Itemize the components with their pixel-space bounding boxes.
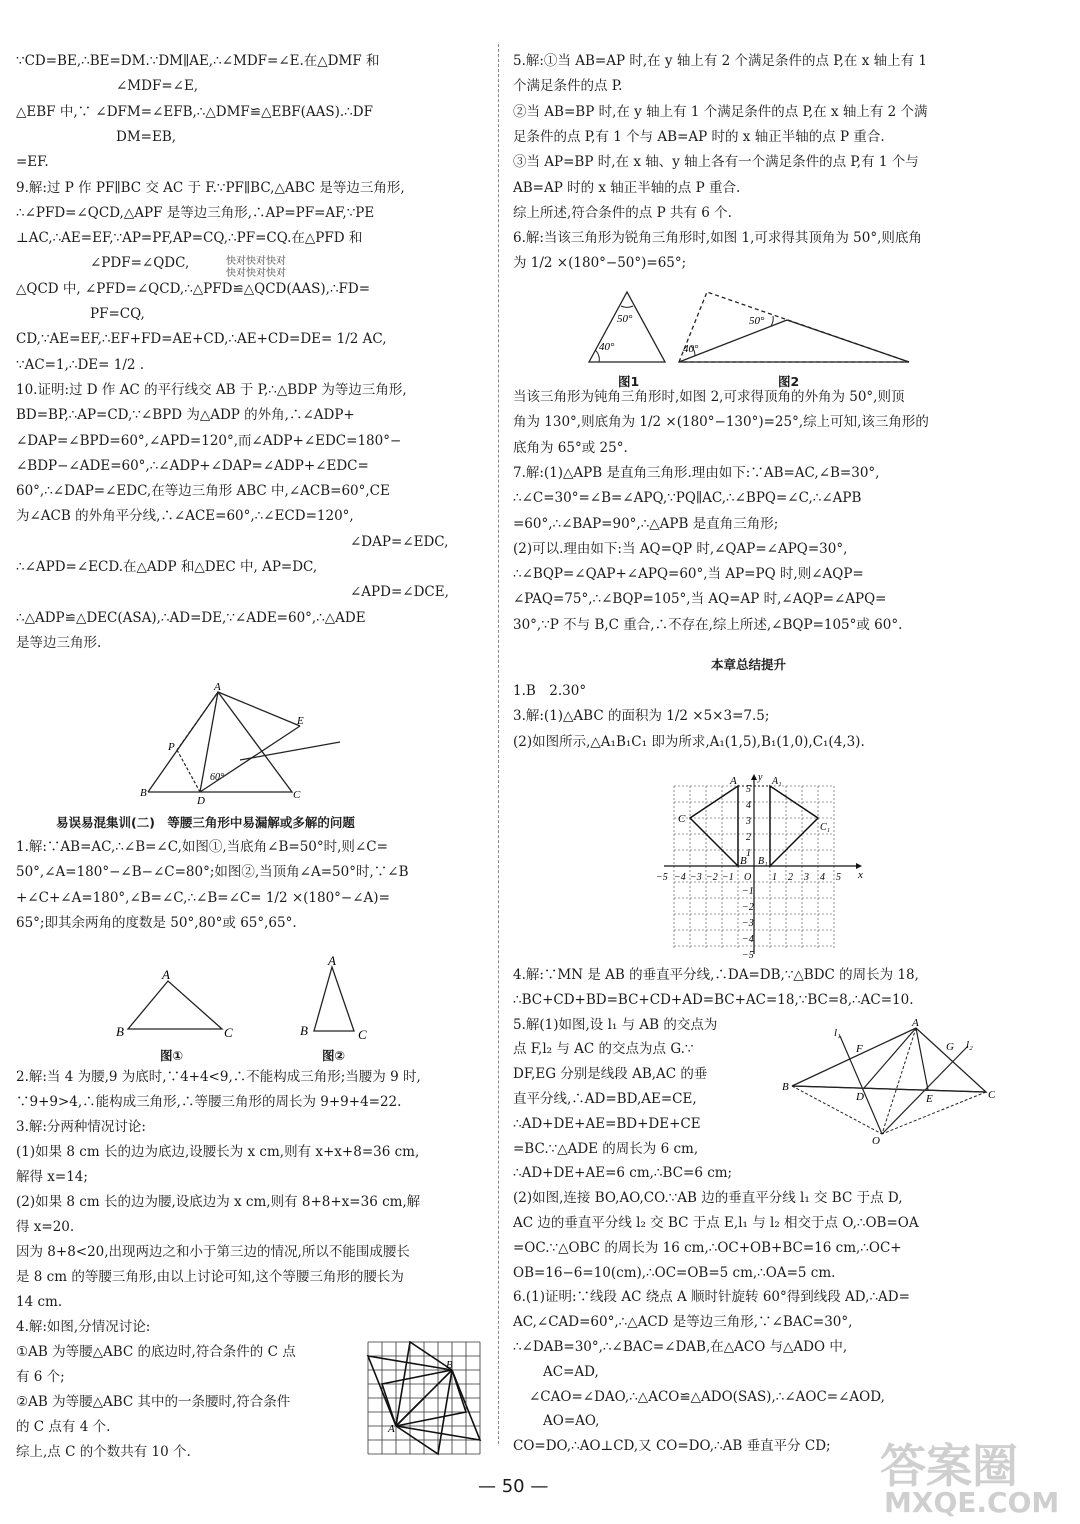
- text-line: ②AB 为等腰△ABC 其中的一条腰时,符合条件: [16, 1394, 291, 1410]
- text-line: CO=DO,∴AO⊥CD,又 CO=DO,∴AB 垂直平分 CD;: [513, 1438, 831, 1455]
- column-divider: [498, 44, 499, 1444]
- svg-text:A: A: [730, 775, 737, 787]
- svg-text:E: E: [297, 715, 304, 727]
- text-line: ⊥AC,∴AE=EF,∵AP=PF,AP=CQ,∴PF=CQ.在△PFD 和: [16, 230, 363, 247]
- svg-text:B: B: [740, 855, 747, 867]
- text-line: 3.解:(1)△ABC 的面积为 1/2 ×5×3=7.5;: [513, 708, 770, 725]
- svg-text:5: 5: [836, 872, 841, 883]
- svg-text:50°: 50°: [749, 315, 765, 327]
- svg-text:l₁: l₁: [834, 1027, 841, 1039]
- svg-text:50°: 50°: [617, 313, 633, 325]
- text-line: =EF.: [16, 154, 49, 171]
- figure-problem-10: [140, 680, 350, 809]
- text-line: 得 x=20.: [16, 1219, 75, 1235]
- svg-text:y: y: [758, 772, 763, 783]
- fig1-caption: 图1: [618, 374, 640, 389]
- svg-text:−3: −3: [742, 918, 754, 929]
- text-line: 1.B 2.30°: [513, 683, 587, 699]
- svg-text:C: C: [358, 1027, 367, 1041]
- text-line: PF=CQ,: [90, 306, 145, 322]
- text-line: =60°,∴∠BAP=90°,∴△APB 是直角三角形;: [513, 515, 779, 532]
- text-line: 10.证明:过 D 作 AC 的平行线交 AB 于 P,∴△BDP 为等边三角形,: [16, 381, 407, 398]
- text-line: ∵AC=1,∴DE= 1/2 .: [16, 356, 145, 373]
- text-line: AC,∠CAD=60°,∴△ACD 是等边三角形,∵∠BAC=30°,: [513, 1314, 853, 1331]
- svg-text:C: C: [293, 789, 301, 801]
- text-line: 直平分线,∴AD=BD,AE=CE,: [513, 1091, 697, 1107]
- text-line: 为 1/2 ×(180°−50°)=65°;: [513, 255, 687, 272]
- text-line: (2)如图所示,△A₁B₁C₁ 即为所求,A₁(1,5),B₁(1,0),C₁(4,3).: [513, 733, 865, 750]
- svg-text:4: 4: [746, 800, 751, 811]
- svg-text:O: O: [744, 872, 752, 883]
- text-line: 4.解:∵MN 是 AB 的垂直平分线,∴DA=DB,∵△BDC 的周长为 18,: [513, 967, 919, 983]
- text-line: 1.解:∵AB=AC,∴∠B=∠C,如图①,当底角∠B=50°时,则∠C=: [16, 839, 388, 855]
- text-line: 的 C 点有 4 个.: [16, 1419, 111, 1435]
- text-line: 个满足条件的点 P.: [513, 78, 623, 95]
- svg-text:−5: −5: [742, 950, 754, 958]
- figure-1-triangle: [112, 967, 242, 1043]
- figure-perpendicular-bisectors: [780, 1016, 995, 1150]
- svg-text:1: 1: [746, 848, 751, 859]
- svg-text:x: x: [858, 869, 863, 881]
- text-line: ∠DAP=∠BPD=60°,∠APD=120°,而∠ADP+∠EDC=180°−: [16, 432, 402, 449]
- svg-text:O: O: [872, 1135, 880, 1146]
- svg-text:−4: −4: [742, 934, 754, 945]
- svg-text:−1: −1: [742, 886, 754, 897]
- svg-text:D: D: [197, 795, 205, 805]
- text-line: ∴BC+CD+BD=BC+CD+AD=BC+AC=18,∵BC=8,∴AC=10.: [513, 991, 914, 1008]
- svg-text:−3: −3: [690, 872, 702, 883]
- svg-text:−2: −2: [742, 902, 754, 913]
- svg-text:E: E: [926, 1093, 933, 1105]
- text-line: ∴∠C=30°=∠B=∠APQ,∵PQ∥AC,∴∠BPQ=∠C,∴∠APB: [513, 490, 862, 507]
- text-line: 底角为 65°或 25°.: [513, 439, 628, 456]
- text-line: OB=16−6=10(cm),∴OC=OB=5 cm,∴OA=5 cm.: [513, 1264, 836, 1281]
- text-line: AO=AO,: [543, 1413, 600, 1430]
- text-line: ∠DAP=∠EDC,: [350, 533, 449, 550]
- text-line: CD,∵AE=EF,∴EF+FD=AE+CD,∴AE+CD=DE= 1/2 AC,: [16, 331, 387, 348]
- text-line: DM=EB,: [116, 128, 177, 145]
- text-line: ①AB 为等腰△ABC 的底边时,符合条件的 C 点: [16, 1344, 296, 1360]
- text-line: (2)可以.理由如下:当 AQ=QP 时,∠QAP=∠APQ=30°,: [513, 540, 848, 557]
- text-line: 6.(1)证明:∵线段 AC 绕点 A 顺时针旋转 60°得到线段 AD,∴AD=: [513, 1289, 910, 1306]
- svg-text:B: B: [140, 787, 147, 799]
- section-title: 本章总结提升: [711, 657, 787, 672]
- svg-text:−2: −2: [706, 872, 718, 883]
- text-line: 点 F,l₂ 与 AC 的交点为点 G.∵: [513, 1041, 694, 1058]
- text-line: 2.解:当 4 为腰,9 为底时,∵4+4<9,∴不能构成三角形;当腰为 9 时,: [16, 1069, 421, 1085]
- svg-text:C: C: [678, 813, 686, 825]
- text-line: 5.解(1)如图,设 l₁ 与 AB 的交点为: [513, 1016, 718, 1033]
- text-line: ∵9+9>4,∴能构成三角形,∴等腰三角形的周长为 9+9+4=22.: [16, 1094, 402, 1110]
- watermark-logo: 答案圈 MXQE.COM: [880, 1439, 1060, 1519]
- svg-text:F: F: [856, 1043, 863, 1055]
- text-line: 是等边三角形.: [16, 634, 102, 651]
- svg-text:A: A: [912, 1017, 919, 1029]
- text-line: ③当 AP=BP 时,在 x 轴、y 轴上各有一个满足条件的点 P,有 1 个与: [513, 154, 919, 171]
- stamp-overlay: 快对快对快对 快对快对快对: [226, 256, 286, 279]
- text-line: 解得 x=14;: [16, 1169, 88, 1185]
- svg-text:40°: 40°: [599, 341, 615, 353]
- figure-2-triangle: [296, 953, 376, 1045]
- text-line: ∠APD=∠DCE,: [350, 584, 449, 601]
- text-line: ∠BDP−∠ADE=60°,∴∠ADP+∠DAP=∠ADP+∠EDC=: [16, 457, 369, 474]
- svg-text:A: A: [388, 1423, 395, 1435]
- text-line: 3.解:分两种情况讨论:: [16, 1119, 146, 1135]
- svg-text:1: 1: [772, 872, 777, 883]
- svg-text:C: C: [224, 1025, 233, 1039]
- svg-text:C₁: C₁: [820, 822, 831, 833]
- text-line: ∴∠PFD=∠QCD,△APF 是等边三角形,∴AP=PF=AF,∵PE: [16, 204, 375, 221]
- text-line: DF,EG 分别是线段 AB,AC 的垂: [513, 1066, 708, 1083]
- text-line: +∠C+∠A=180°,∠B=∠C,∴∠B=∠C= 1/2 ×(180°−∠A)=: [16, 889, 390, 906]
- text-line: 30°,∵P 不与 B,C 重合,∴不存在,综上所述,∠BQP=105°或 60°.: [513, 616, 903, 633]
- svg-text:−4: −4: [674, 872, 686, 883]
- text-line: 50°,∠A=180°−∠B−∠C=80°;如图②,当顶角∠A=50°时,∵∠B: [16, 864, 409, 881]
- text-line: ∴∠APD=∠ECD.在△ADP 和△DEC 中, AP=DC,: [16, 559, 318, 575]
- text-line: 因为 8+8<20,出现两边之和小于第三边的情况,所以不能围成腰长: [16, 1244, 410, 1260]
- svg-text:C: C: [988, 1089, 995, 1101]
- text-line: 6.解:当该三角形为锐角三角形时,如图 1,可求得其顶角为 50°,则底角: [513, 230, 922, 247]
- text-line: 为∠ACB 的外角平分线,∴∠ACE=60°,∴∠ECD=120°,: [16, 508, 354, 525]
- text-line: ∴∠DAB=30°,∴∠BAC=∠DAB,在△ACO 与△ADO 中,: [513, 1339, 848, 1355]
- text-line: =OC.∵△OBC 的周长为 16 cm,∴OC+OB+BC=16 cm,∴OC+: [513, 1239, 902, 1256]
- svg-text:A: A: [162, 967, 170, 982]
- text-line: △QCD 中, ∠PFD=∠QCD,∴△PFD≌△QCD(AAS),∴FD=: [16, 280, 371, 297]
- text-line: ∠PDF=∠QDC,: [90, 255, 190, 272]
- text-line: AC=AD,: [543, 1363, 599, 1380]
- svg-text:3: 3: [746, 816, 751, 827]
- text-line: 角为 130°,则底角为 1/2 ×(180°−130°)=25°,综上可知,该三角形的: [513, 414, 929, 431]
- svg-text:B: B: [782, 1081, 789, 1093]
- text-line: 足条件的点 P,有 1 个与 AB=AP 时的 x 轴正半轴的点 P 重合.: [513, 128, 885, 145]
- text-line: 60°,∴∠DAP=∠EDC,在等边三角形 ABC 中,∠ACB=60°,CE: [16, 483, 390, 500]
- text-line: 是 8 cm 的等腰三角形,由以上讨论可知,这个等腰三角形的腰长为: [16, 1269, 404, 1285]
- grid-figure-problem-4: [366, 1340, 484, 1462]
- svg-text:4: 4: [820, 872, 825, 883]
- svg-text:A₁: A₁: [772, 776, 782, 787]
- text-line: (2)如图,连接 BO,AO,CO.∵AB 边的垂直平分线 l₁ 交 BC 于点 D,: [513, 1190, 903, 1207]
- text-line: ∵CD=BE,∴BE=DM.∵DM∥AE,∴∠MDF=∠E.在△DMF 和: [16, 53, 380, 69]
- text-line: (1)如果 8 cm 长的边为底边,设腰长为 x cm,则有 x+x+8=36 cm,: [16, 1144, 420, 1160]
- svg-text:B₁: B₁: [758, 856, 768, 867]
- text-line: ②当 AB=BP 时,在 y 轴上有 1 个满足条件的点 P,在 x 轴上有 2 个满: [513, 103, 928, 120]
- text-line: (2)如果 8 cm 长的边为腰,设底边为 x cm,则有 8+8+x=36 cm,解: [16, 1194, 421, 1210]
- text-line: AC 边的垂直平分线 l₂ 交 BC 于点 E,l₁ 与 l₂ 相交于点 O,∴OB=OA: [513, 1215, 919, 1231]
- svg-text:5: 5: [746, 784, 751, 795]
- svg-text:B: B: [116, 1024, 124, 1039]
- svg-text:B: B: [300, 1023, 308, 1038]
- text-line: 7.解:(1)△APB 是直角三角形.理由如下:∵AB=AC,∠B=30°,: [513, 464, 880, 481]
- page-number: — 50 —: [478, 1476, 549, 1497]
- svg-text:−1: −1: [722, 872, 734, 883]
- text-line: 65°;即其余两角的度数是 50°,80°或 65°,65°.: [16, 914, 297, 931]
- text-line: ∠CAO=∠DAO,∴△ACO≌△ADO(SAS),∴∠AOC=∠AOD,: [529, 1388, 885, 1405]
- section-title: 易误易混集训(二) 等腰三角形中易漏解或多解的问题: [56, 815, 355, 830]
- svg-text:A: A: [214, 681, 221, 693]
- text-line: 当该三角形为钝角三角形时,如图 2,可求得顶角的外角为 50°,则顶: [513, 389, 905, 405]
- fig2-caption: 图2: [778, 374, 800, 389]
- svg-text:l₂: l₂: [966, 1039, 973, 1051]
- coordinate-grid-figure: [656, 772, 868, 962]
- svg-text:2: 2: [788, 872, 793, 883]
- figure-acute-triangle: [583, 288, 923, 372]
- text-line: ∴△ADP≌△DEC(ASA),∴AD=DE,∵∠ADE=60°,∴△ADE: [16, 609, 366, 626]
- svg-text:3: 3: [804, 872, 809, 883]
- text-line: 9.解:过 P 作 PF∥BC 交 AC 于 F.∵PF∥BC,△ABC 是等边三角形,: [16, 179, 405, 196]
- text-line: 综上,点 C 的个数共有 10 个.: [16, 1444, 191, 1460]
- fig-caption-2: 图②: [322, 1048, 346, 1063]
- text-line: =BC.∵△ADE 的周长为 6 cm,: [513, 1140, 699, 1157]
- text-line: AB=AP 时的 x 轴正半轴的点 P 重合.: [513, 179, 741, 196]
- text-line: BD=BP,∴AP=CD,∵∠BPD 为△ADP 的外角,∴∠ADP+: [16, 407, 355, 424]
- svg-text:G: G: [946, 1041, 954, 1053]
- svg-text:40°: 40°: [683, 343, 699, 355]
- text-line: 综上所述,符合条件的点 P 共有 6 个.: [513, 204, 732, 221]
- text-line: ∠MDF=∠E,: [116, 78, 199, 95]
- text-line: ∴AD+DE+AE=6 cm,∴BC=6 cm;: [513, 1165, 733, 1182]
- text-line: 14 cm.: [16, 1294, 63, 1310]
- text-line: ∴AD+DE+AE=BD+DE+CE: [513, 1115, 701, 1132]
- text-line: ∠PAQ=75°,∴∠BQP=105°,当 AQ=AP 时,∠AQP=∠APQ=: [513, 591, 887, 608]
- text-line: 4.解:如图,分情况讨论:: [16, 1319, 151, 1335]
- svg-text:D: D: [856, 1091, 864, 1103]
- text-line: 有 6 个;: [16, 1369, 65, 1385]
- fig-caption-1: 图①: [160, 1048, 184, 1063]
- svg-text:2: 2: [746, 832, 751, 843]
- svg-text:P: P: [168, 741, 175, 753]
- text-line: ∴∠BQP=∠QAP+∠APQ=60°,当 AP=PQ 时,则∠AQP=: [513, 566, 864, 583]
- text-line: △EBF 中,∵ ∠DFM=∠EFB,∴△DMF≌△EBF(AAS).∴DF: [16, 103, 373, 120]
- svg-text:60°: 60°: [210, 772, 224, 783]
- svg-text:B: B: [446, 1359, 453, 1371]
- svg-text:A: A: [328, 953, 336, 968]
- text-line: 5.解:①当 AB=AP 时,在 y 轴上有 2 个满足条件的点 P,在 x 轴上有 1: [513, 53, 928, 69]
- svg-text:−5: −5: [656, 872, 668, 883]
